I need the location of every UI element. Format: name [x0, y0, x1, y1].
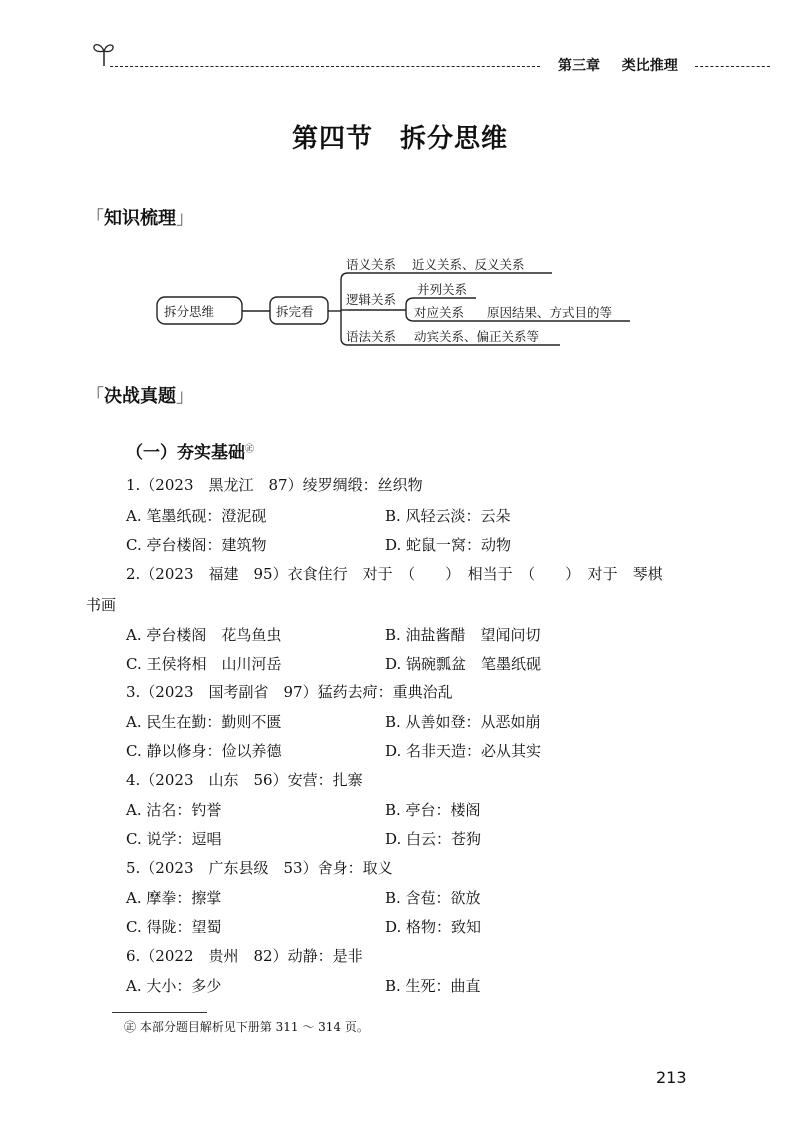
chapter-number: 第三章	[558, 58, 600, 74]
question-stem-continued: 书画	[86, 596, 117, 614]
branch-logic-sub2-detail: 原因结果、方式目的等	[487, 305, 613, 320]
option-d: D. 蛇鼠一窝：动物	[385, 536, 512, 554]
option-a: A. 亭台楼阁 花鸟鱼虫	[126, 626, 282, 644]
option-a: A. 大小：多少	[126, 977, 222, 995]
option-c: C. 静以修身：俭以养德	[126, 742, 282, 760]
mind-map	[0, 0, 800, 380]
question-stem: 4.（2023 山东 56）安营：扎寨	[126, 771, 363, 789]
option-a: A. 笔墨纸砚：澄泥砚	[126, 507, 267, 525]
mind-map-mid: 拆完看	[276, 304, 314, 319]
footnote-rule	[112, 1012, 207, 1013]
branch-semantic-label: 语义关系	[346, 257, 397, 272]
option-b: B. 风轻云淡：云朵	[385, 507, 511, 525]
option-d: D. 锅碗瓢盆 笔墨纸砚	[385, 655, 542, 673]
option-b: B. 油盐酱醋 望闻问切	[385, 626, 541, 644]
note-marker-icon: ㊣	[245, 444, 255, 455]
subsection-title	[126, 438, 254, 463]
option-c: C. 亭台楼阁：建筑物	[126, 536, 267, 554]
branch-logic-sub2: 对应关系	[414, 305, 465, 320]
branch-logic-sub1: 并列关系	[417, 282, 468, 297]
option-c: C. 说学：逗唱	[126, 830, 222, 848]
option-d: D. 名非天造：必从其实	[385, 742, 542, 760]
practice-heading-text: 决战真题	[104, 386, 176, 407]
option-a: A. 民生在勤：勤则不匮	[126, 713, 282, 731]
option-d: D. 格物：致知	[385, 918, 482, 936]
page-title: 第四节 拆分思维	[291, 124, 508, 154]
practice-heading: 「决战真题」	[86, 386, 194, 407]
option-d: D. 白云：苍狗	[385, 830, 482, 848]
option-b: B. 从善如登：从恶如崩	[385, 713, 541, 731]
option-b: B. 亭台：楼阁	[385, 801, 481, 819]
mind-map-root: 拆分思维	[164, 304, 215, 319]
branch-logic-label: 逻辑关系	[346, 292, 397, 307]
knowledge-heading-text: 知识梳理	[104, 208, 176, 229]
footnote: ㊣ 本部分题目解析见下册第 311 ～ 314 页。	[124, 1020, 369, 1034]
branch-grammar-detail: 动宾关系、偏正关系等	[414, 329, 540, 344]
question-stem: 3.（2023 国考副省 97）猛药去疴：重典治乱	[126, 683, 453, 701]
question-stem: 6.（2022 贵州 82）动静：是非	[126, 947, 363, 965]
option-b: B. 生死：曲直	[385, 977, 481, 995]
option-c: C. 王侯将相 山川河岳	[126, 655, 282, 673]
question-stem: 1.（2023 黑龙江 87）绫罗绸缎：丝织物	[126, 476, 423, 494]
option-c: C. 得陇：望蜀	[126, 918, 222, 936]
question-stem: 5.（2023 广东县级 53）舍身：取义	[126, 859, 393, 877]
page-number: 213	[656, 1068, 687, 1087]
option-b: B. 含苞：欲放	[385, 889, 481, 907]
subsection-title-text: （一）夯实基础	[126, 443, 245, 463]
question-stem: 2.（2023 福建 95）衣食住行 对于 （ ） 相当于 （ ） 对于 琴棋	[126, 565, 663, 583]
branch-semantic-detail: 近义关系、反义关系	[412, 257, 525, 272]
option-a: A. 沽名：钓誉	[126, 801, 222, 819]
branch-grammar-label: 语法关系	[346, 329, 397, 344]
chapter-title: 类比推理	[621, 58, 678, 74]
option-a: A. 摩拳：擦掌	[126, 889, 222, 907]
knowledge-heading: 「知识梳理」	[86, 208, 194, 229]
